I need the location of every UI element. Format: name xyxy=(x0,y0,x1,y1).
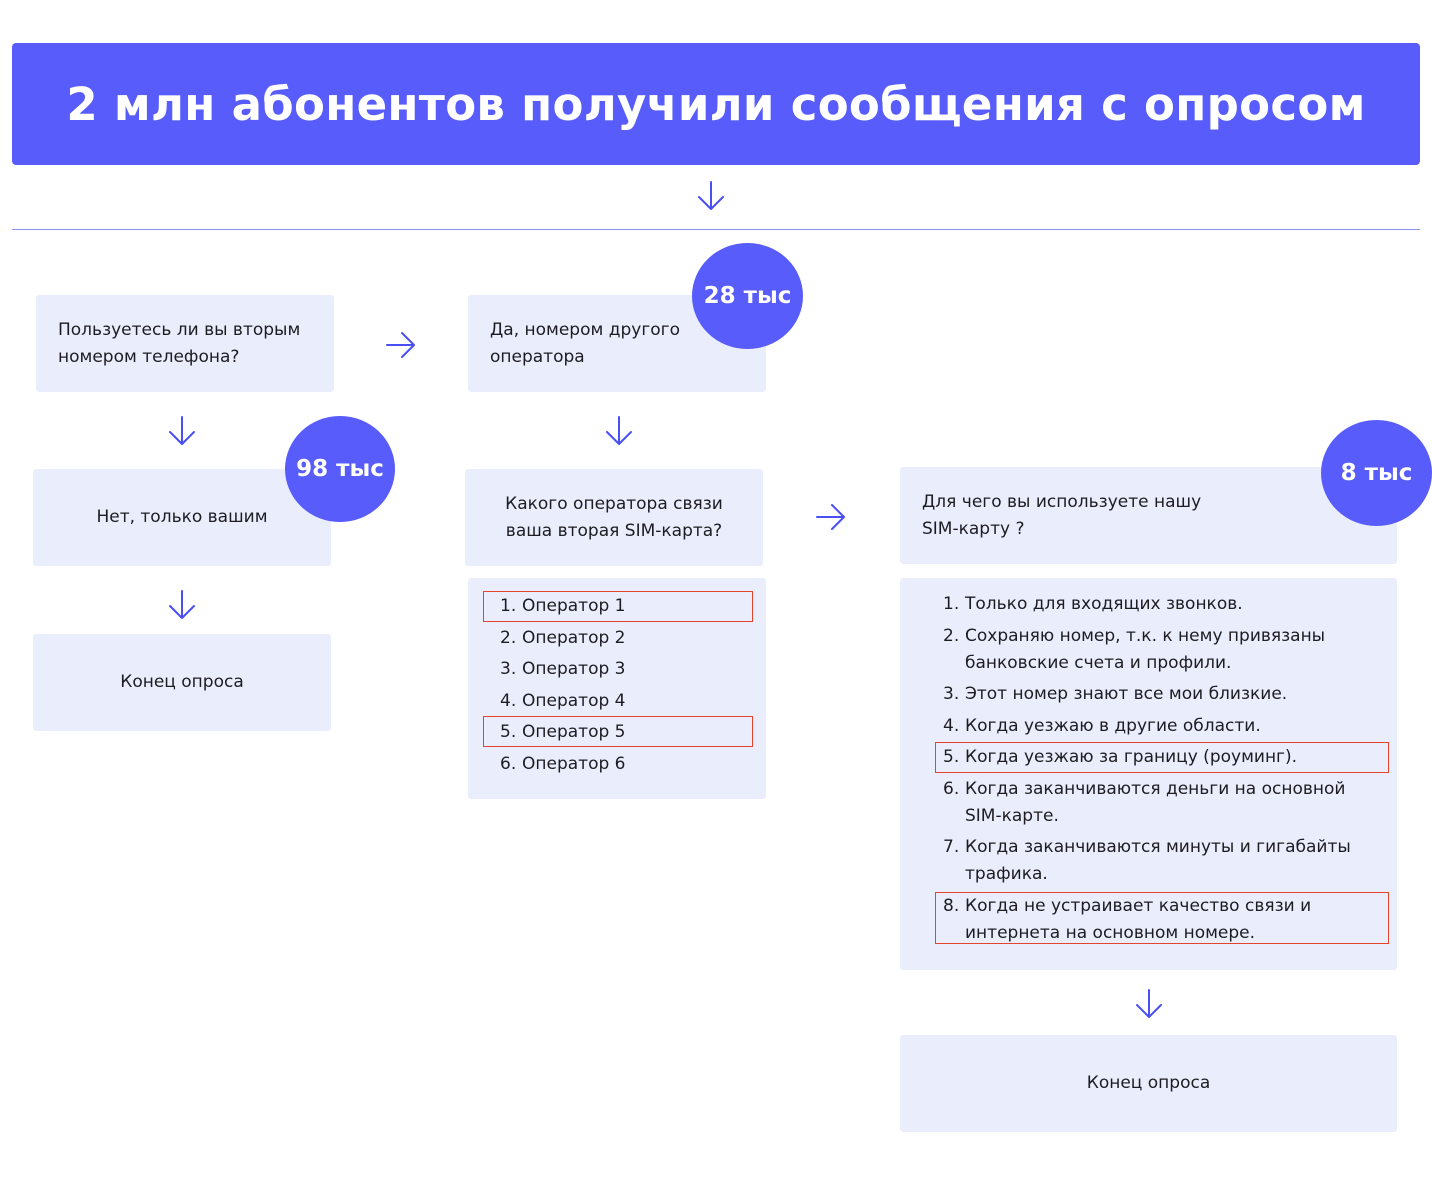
answer-text: Нет, только вашим xyxy=(96,507,268,527)
list-item-number: 3. xyxy=(500,659,517,679)
count-badge-8k: 8 тыс xyxy=(1321,420,1432,526)
highlight-usage-5 xyxy=(935,742,1389,773)
list-item xyxy=(943,623,1363,677)
list-item-number: 4. xyxy=(500,690,517,711)
list-item-number: 1. xyxy=(500,596,517,616)
list-item-number: 8. xyxy=(943,895,960,916)
arrow-right-icon xyxy=(815,501,847,533)
list-item-text: Оператор 4 xyxy=(522,690,626,711)
list-item xyxy=(943,776,1363,830)
question-box-operator xyxy=(465,469,763,566)
divider xyxy=(12,229,1420,230)
list-item xyxy=(500,625,750,652)
list-item-number: 7. xyxy=(943,837,960,857)
end-text: Конец опроса xyxy=(1086,1073,1211,1093)
arrow-down-icon xyxy=(695,180,727,212)
list-item-text: Сохраняю номер, т.к. к нему привязаны банковские счета и профили. xyxy=(965,625,1326,673)
list-item xyxy=(500,656,750,683)
arrow-down-icon xyxy=(166,415,198,447)
list-item-text: Оператор 6 xyxy=(522,753,626,774)
end-text: Конец опроса xyxy=(120,672,244,692)
list-item-text: Оператор 1 xyxy=(522,596,626,616)
question-text: Для чего вы используете нашу SIM-карту ? xyxy=(922,491,1202,539)
list-item-text: Когда уезжаю за границу (роуминг). xyxy=(965,747,1298,767)
list-item-text: Оператор 3 xyxy=(522,659,626,679)
list-item-text: Только для входящих звонков. xyxy=(965,594,1243,614)
count-badge-28k: 28 тыс xyxy=(692,243,803,349)
page-title: 2 млн абонентов получили сообщения с опросом xyxy=(66,77,1366,131)
list-item-number: 4. xyxy=(943,715,960,736)
list-item-text: Когда уезжаю в другие области. xyxy=(965,715,1261,736)
list-item-number: 3. xyxy=(943,684,960,704)
list-item-text: Оператор 2 xyxy=(522,627,626,648)
list-item-number: 2. xyxy=(943,625,960,646)
question-text: Пользуетесь ли вы вторым номером телефона? xyxy=(58,319,301,367)
highlight-operator-1 xyxy=(483,591,753,622)
list-item-number: 6. xyxy=(500,753,517,774)
list-item-text: Когда не устраивает качество связи и интернета на основном номере. xyxy=(965,895,1312,943)
highlight-operator-5 xyxy=(483,716,753,747)
list-item xyxy=(943,834,1363,888)
list-item-text: Этот номер знают все мои близкие. xyxy=(965,684,1288,704)
list-item xyxy=(943,591,1363,618)
list-item-number: 1. xyxy=(943,594,960,614)
count-badge-98k: 98 тыс xyxy=(285,416,395,522)
arrow-right-icon xyxy=(385,329,417,361)
highlight-usage-8 xyxy=(935,892,1389,944)
arrow-down-icon xyxy=(166,589,198,621)
list-item-text: Когда заканчиваются минуты и гигабайты трафика. xyxy=(965,837,1351,884)
question-box-second-number xyxy=(36,295,334,392)
title-banner xyxy=(12,43,1420,165)
list-item-number: 5. xyxy=(943,747,960,767)
list-item xyxy=(943,681,1363,708)
list-item-text: Оператор 5 xyxy=(522,722,626,742)
arrow-down-icon xyxy=(1133,988,1165,1020)
list-item-text: Когда заканчиваются деньги на основной SIM-карте. xyxy=(965,778,1346,826)
list-item xyxy=(943,713,1363,740)
question-text: Какого оператора связи ваша вторая SIM-карта? xyxy=(505,493,723,541)
end-survey-box xyxy=(33,634,331,731)
list-item-number: 6. xyxy=(943,778,960,799)
list-item xyxy=(500,751,750,778)
end-survey-box xyxy=(900,1035,1397,1132)
list-item-number: 2. xyxy=(500,627,517,648)
arrow-down-icon xyxy=(603,415,635,447)
list-item xyxy=(500,688,750,715)
list-item-number: 5. xyxy=(500,722,517,742)
answer-text: Да, номером другого оператора xyxy=(490,319,680,367)
